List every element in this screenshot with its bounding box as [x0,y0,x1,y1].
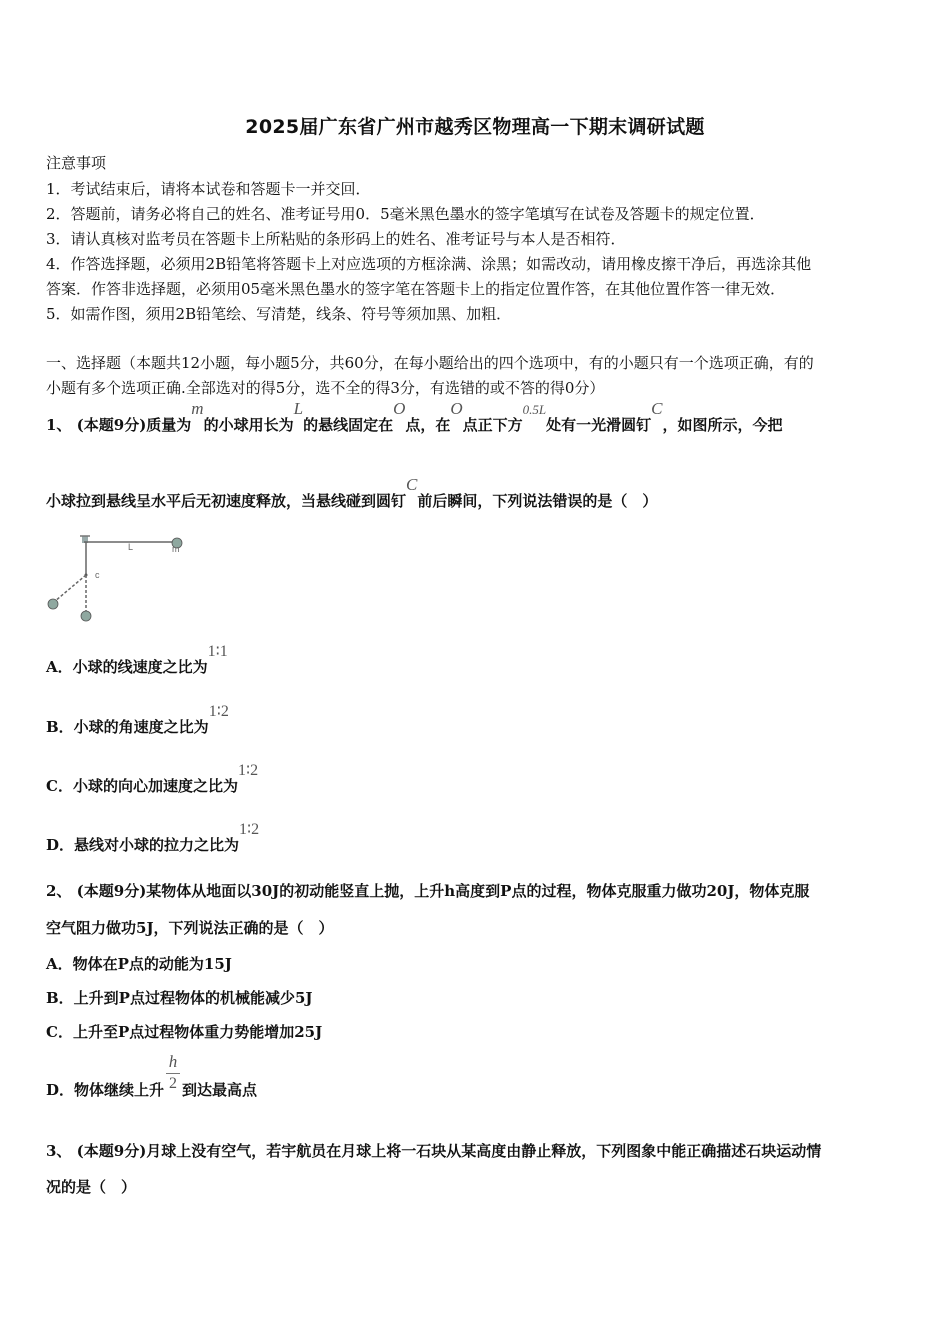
q1-text: 的悬线固定在 [303,416,394,434]
q1-stem-cont [46,474,657,514]
label-m: m [172,544,180,554]
section-intro: 小题有多个选项正确.全部选对的得5分，选不全的得3分，有选错的或不答的得0分） [46,379,605,397]
math-C: C [406,475,418,494]
pendulum-figure [44,530,194,625]
ball [81,611,91,621]
notice-item: 5．如需作图，须用2B铅笔绘、写清楚，线条、符号等须加黑、加粗． [46,305,512,323]
fraction-bar [166,1073,180,1074]
label-L: L [128,542,134,552]
option-text: 到达最高点 [182,1081,258,1099]
notice-item: 4．作答选择题，必须用2B铅笔将答题卡上对应选项的方框涂满、涂黑；如需改动，请用橡皮擦干净后，再选涂其他 [46,255,812,273]
notice-item: 答案．作答非选择题，必须用05毫米黑色墨水的签字笔在答题卡上的指定位置作答，在其他位置作答一律无效． [46,280,786,298]
option-text: C．小球的向心加速度之比为 [46,777,238,795]
q1-text: 处有一光滑圆钉 [546,416,652,434]
q2-option-a: A．物体在P点的动能为15J [46,955,232,973]
fraction [166,1052,180,1093]
page-title: 2025届广东省广州市越秀区物理高一下期末调研试题 [245,116,705,138]
q1-option-c [46,759,259,795]
option-text: B．小球的角速度之比为 [46,718,209,736]
notice-item: 2．答题前，请务必将自己的姓名、准考证号用0．5毫米黑色墨水的签字笔填写在试卷及答题卡的规定位置． [46,205,765,223]
q1-text: 点正下方 [462,416,523,434]
q1-text: 1、 (本题9分)质量为 [46,416,192,434]
q2-option-d [46,1052,257,1098]
ball [48,599,58,609]
math-O: O [393,399,406,418]
notice-item: 1．考试结束后，请将本试卷和答题卡一并交回． [46,180,371,198]
ratio: 1∶2 [237,762,259,779]
q1-option-b [46,700,229,736]
q3-stem: 况的是（ ） [46,1178,137,1196]
q2-option-c: C．上升至P点过程物体重力势能增加25J [46,1023,323,1041]
option-text: A．小球的线速度之比为 [46,658,208,676]
q2-stem: 2、 (本题9分)某物体从地面以30J的初动能竖直上抛，上升h高度到P点的过程，物体克服重力做功20J，物体克服 [46,882,810,900]
q2-stem: 空气阻力做功5J，下列说法正确的是（ ） [46,919,334,937]
q1-text: ，如图所示，今把 [662,416,783,434]
q3-stem: 3、 (本题9分)月球上没有空气，若宇航员在月球上将一石块从某高度由静止释放，下列图象中能正确描述石块运动情 [46,1142,822,1160]
string-swing [54,575,86,602]
fraction-denominator: 2 [169,1075,178,1092]
q1-text: 点，在 [405,416,451,434]
fraction-numerator: h [168,1052,178,1071]
q1-text: 小球拉到悬线呈水平后无初速度释放，当悬线碰到圆钉 [46,492,407,510]
ratio: 1∶2 [208,703,229,720]
q1-option-a [46,640,228,676]
q1-text: 前后瞬间，下列说法错误的是（ ） [417,492,658,510]
q1-stem [46,398,783,438]
q1-text: 的小球用长为 [203,416,294,434]
q1-option-d [46,818,260,854]
ratio: 1∶1 [207,643,228,660]
label-c: c [95,570,100,580]
math-C: C [651,399,663,418]
math-m: m [191,399,204,418]
math-half-L: 0.5L [522,402,547,417]
option-text: D．物体继续上升 [46,1081,165,1099]
option-text: D．悬线对小球的拉力之比为 [46,836,240,854]
section-intro: 一、选择题（本题共12小题，每小题5分，共60分，在每小题给出的四个选项中，有的小题只有一个选项正确，有的 [46,354,814,372]
notice-heading: 注意事项 [46,154,107,172]
q2-option-b: B．上升到P点过程物体的机械能减少5J [46,989,313,1007]
notice-item: 3．请认真核对监考员在答题卡上所粘贴的条形码上的姓名、准考证号与本人是否相符． [46,230,626,248]
math-O: O [450,399,463,418]
math-L: L [293,399,304,418]
ratio: 1∶2 [239,821,260,838]
